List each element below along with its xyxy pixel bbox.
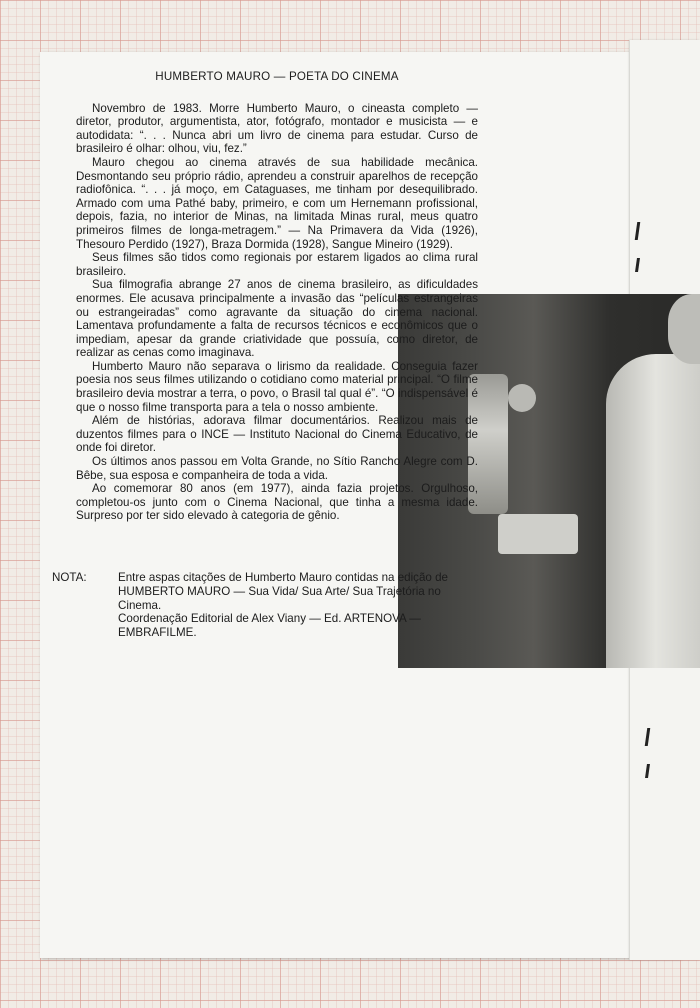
note-line: HUMBERTO MAURO — Sua Vida/ Sua Arte/ Sua Trajetória no (118, 584, 441, 598)
photo-head (668, 294, 700, 364)
article-title: HUMBERTO MAURO — POETA DO CINEMA (155, 70, 399, 83)
photo-figure (606, 354, 700, 668)
paragraph: Os últimos anos passou em Volta Grande, no Sítio Rancho Alegre com D. Bêbe, sua esposa e companheira de toda a vida. (76, 455, 478, 482)
paragraph: Sua filmografia abrange 27 anos de cinema brasileiro, as dificuldades enormes. Ele acusava principalmente a invasão das “películas estrangeiras ou estrangeiradas” como agravante da situação do cinema nacional. Lamentava profundamente a falta de recursos técnicos e econômicos que o impediam, apesar da grande criatividade que possuía, como diretor, de realizar as cenas como imaginava. (76, 278, 478, 360)
photo-lamp (508, 384, 536, 412)
paragraph: Além de histórias, adorava filmar documentários. Realizou mais de duzentos filmes para o INCE — Instituto Nacional do Cinema Educativo, de onde foi diretor. (76, 414, 478, 455)
note-line: Cinema. (118, 598, 162, 612)
note-line: Entre aspas citações de Humberto Mauro contidas na edição de (118, 571, 448, 584)
paragraph: Seus filmes são tidos como regionais por estarem ligados ao clima rural brasileiro. (76, 251, 478, 278)
note-line: Coordenação Editorial de Alex Viany — Ed. ARTENOVA — (118, 612, 421, 626)
photo-stand (498, 514, 578, 554)
article (76, 70, 478, 523)
paragraph: Humberto Mauro não separava o lirismo da realidade. Conseguia fazer poesia nos seus filmes utilizando o cotidiano como material principal. “O filme brasileiro devia mostrar a terra, o povo, o Brasil tal qual é”. “O indispensável é que o nosso filme transporta para a tela o nosso ambiente. (76, 359, 478, 414)
note-line: EMBRAFILME. (118, 626, 197, 640)
paragraph: Mauro chegou ao cinema através de sua habilidade mecânica. Desmontando seu próprio rádio, aprendeu a construir aparelhos de recepção radiofônica. “. . . já moço, em Cataguases, me tinham por desequilibrado. Armado com uma Pathé baby, primeiro, e com um Hernemann profissional, depois, fazia, no interior de Minas, na limitada Minas rural, meus quatro primeiros filmes de longa-metragem.” — Na Primavera da Vida (1926), Thesouro Perdido (1927), Braza Dormida (1928), Sangue Mineiro (1929). (76, 155, 478, 251)
note-label: NOTA: (52, 571, 87, 584)
note-body (118, 571, 480, 640)
paragraph: Novembro de 1983. Morre Humberto Mauro, o cineasta completo — diretor, produtor, argumentista, ator, fotógrafo, montador e musicista — e autodidata: “. . . Nunca abri um livro de cinema para estudar. Curso de brasileiro é olhar: olhou, viu, fez.” (76, 101, 478, 156)
paragraph: Ao comemorar 80 anos (em 1977), ainda fazia projetos. Orgulhoso, completou-os junto com o Cinema Nacional, que tinha a mesma idade. Surpreso por ter sido elevado à categoria de gênio. (76, 482, 478, 523)
note-block (52, 571, 480, 640)
